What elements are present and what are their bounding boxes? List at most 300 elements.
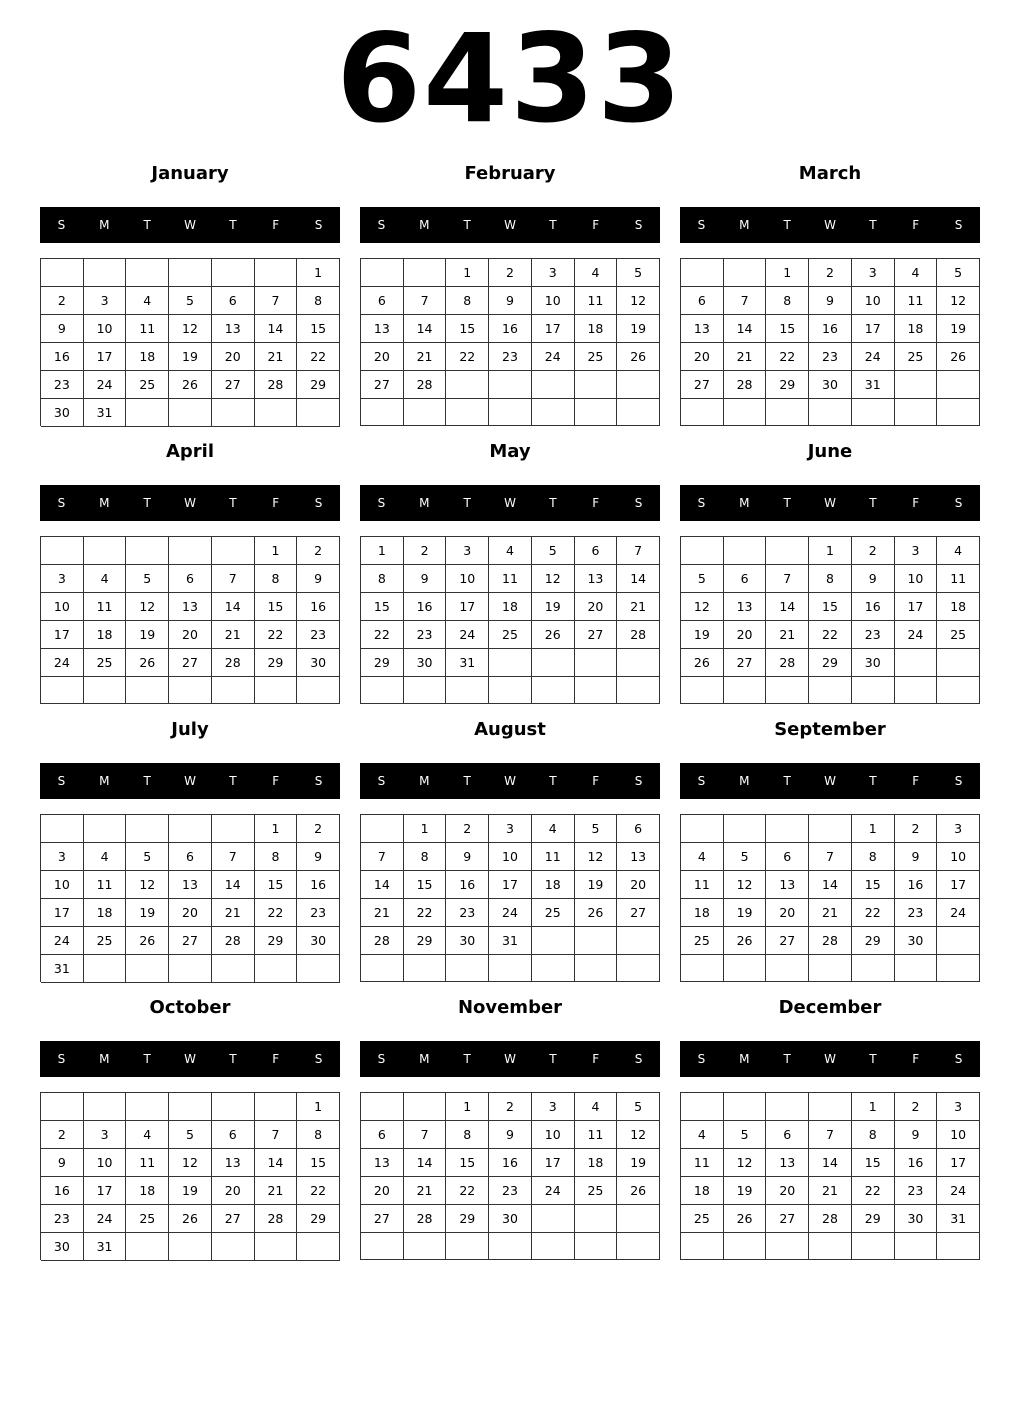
day-cell: 18: [575, 315, 618, 343]
day-cell: 23: [489, 343, 532, 371]
day-cell: 18: [681, 1177, 724, 1205]
day-cell: 23: [446, 899, 489, 927]
day-cell: [532, 1205, 575, 1233]
day-cell: [41, 537, 84, 565]
day-cell: 13: [766, 871, 809, 899]
day-cell: 20: [617, 871, 660, 899]
day-cell: 16: [297, 871, 340, 899]
day-cell: [766, 1233, 809, 1260]
day-cell: 19: [169, 1177, 212, 1205]
day-cell: 7: [255, 287, 298, 315]
day-cell: 12: [169, 1149, 212, 1177]
day-cell: 24: [84, 1205, 127, 1233]
day-cell: [809, 677, 852, 704]
weekday-label: T: [549, 218, 557, 232]
day-cell: [255, 677, 298, 704]
day-cell: 27: [575, 621, 618, 649]
day-cell: 28: [404, 371, 447, 399]
day-cell: [766, 537, 809, 565]
day-cell: 4: [126, 1121, 169, 1149]
day-cell: [255, 955, 298, 983]
day-cell: 9: [895, 843, 938, 871]
day-cell: 6: [575, 537, 618, 565]
day-grid: [680, 258, 980, 426]
day-cell: 25: [681, 927, 724, 955]
day-cell: [212, 815, 255, 843]
day-cell: 1: [852, 1093, 895, 1121]
weekday-label: M: [419, 496, 430, 510]
weekday-label: T: [463, 1052, 471, 1066]
day-cell: [532, 955, 575, 982]
day-cell: [361, 1093, 404, 1121]
day-grid: [680, 1092, 980, 1260]
day-cell: [126, 399, 169, 427]
day-cell: 29: [297, 371, 340, 399]
day-cell: 21: [255, 1177, 298, 1205]
day-cell: [255, 1093, 298, 1121]
day-cell: [489, 955, 532, 982]
day-cell: 8: [446, 287, 489, 315]
day-cell: 21: [766, 621, 809, 649]
day-cell: 6: [766, 843, 809, 871]
day-cell: 21: [255, 343, 298, 371]
day-cell: 3: [41, 843, 84, 871]
day-cell: 4: [575, 1093, 618, 1121]
day-cell: 19: [617, 315, 660, 343]
day-cell: 12: [126, 871, 169, 899]
day-cell: 5: [724, 1121, 767, 1149]
day-cell: 18: [126, 343, 169, 371]
weekday-label: M: [419, 218, 430, 232]
day-cell: [489, 677, 532, 704]
weekday-label: W: [504, 1052, 516, 1066]
day-cell: 17: [852, 315, 895, 343]
day-cell: [617, 1233, 660, 1260]
day-cell: 19: [126, 899, 169, 927]
day-cell: 10: [446, 565, 489, 593]
day-cell: 19: [681, 621, 724, 649]
day-cell: 12: [575, 843, 618, 871]
day-cell: 1: [255, 815, 298, 843]
day-cell: [212, 1233, 255, 1261]
day-cell: 13: [361, 1149, 404, 1177]
day-cell: 16: [489, 1149, 532, 1177]
day-cell: [937, 927, 980, 955]
day-cell: 10: [895, 565, 938, 593]
day-cell: [361, 399, 404, 426]
day-cell: 7: [809, 1121, 852, 1149]
weekday-label: T: [783, 218, 791, 232]
day-cell: [361, 1233, 404, 1260]
day-cell: [404, 677, 447, 704]
day-cell: 15: [809, 593, 852, 621]
day-cell: [766, 815, 809, 843]
weekday-label: M: [739, 496, 750, 510]
day-cell: [212, 677, 255, 704]
day-cell: 17: [532, 1149, 575, 1177]
day-cell: 20: [169, 899, 212, 927]
weekday-label: F: [272, 774, 280, 788]
day-cell: 16: [404, 593, 447, 621]
day-cell: [255, 399, 298, 427]
weekday-label: M: [739, 1052, 750, 1066]
day-cell: [766, 1093, 809, 1121]
day-cell: 7: [255, 1121, 298, 1149]
day-cell: 13: [169, 871, 212, 899]
day-cell: 28: [809, 927, 852, 955]
day-cell: 6: [681, 287, 724, 315]
month-name: September: [774, 719, 886, 740]
day-cell: 2: [895, 815, 938, 843]
day-cell: 8: [297, 287, 340, 315]
day-cell: 11: [681, 871, 724, 899]
day-cell: 3: [532, 1093, 575, 1121]
day-cell: [169, 537, 212, 565]
weekday-label: T: [869, 1052, 877, 1066]
day-cell: 17: [41, 621, 84, 649]
day-cell: 30: [895, 1205, 938, 1233]
day-cell: 27: [617, 899, 660, 927]
day-cell: [895, 677, 938, 704]
day-cell: 20: [575, 593, 618, 621]
day-cell: 31: [84, 399, 127, 427]
day-cell: 4: [489, 537, 532, 565]
day-cell: 12: [724, 1149, 767, 1177]
day-cell: 13: [766, 1149, 809, 1177]
day-cell: [255, 1233, 298, 1261]
day-cell: [404, 259, 447, 287]
day-cell: 1: [446, 1093, 489, 1121]
day-cell: 15: [255, 871, 298, 899]
day-cell: 30: [895, 927, 938, 955]
day-cell: [852, 399, 895, 426]
day-cell: 6: [361, 287, 404, 315]
day-cell: 21: [617, 593, 660, 621]
month-name: February: [464, 163, 556, 184]
weekday-label: S: [954, 218, 963, 232]
day-cell: 19: [617, 1149, 660, 1177]
day-cell: 22: [852, 899, 895, 927]
weekday-header: [680, 763, 980, 799]
day-cell: 22: [809, 621, 852, 649]
day-cell: 5: [169, 1121, 212, 1149]
day-cell: 30: [297, 927, 340, 955]
weekday-header: [360, 485, 660, 521]
day-cell: 13: [361, 315, 404, 343]
day-cell: 18: [937, 593, 980, 621]
day-cell: [809, 815, 852, 843]
day-cell: 2: [489, 259, 532, 287]
day-cell: 11: [681, 1149, 724, 1177]
day-cell: 8: [852, 1121, 895, 1149]
weekday-header: [680, 485, 980, 521]
day-cell: 1: [361, 537, 404, 565]
weekday-label: T: [463, 774, 471, 788]
day-cell: [809, 399, 852, 426]
day-cell: 17: [446, 593, 489, 621]
day-cell: 14: [212, 871, 255, 899]
day-cell: [724, 677, 767, 704]
day-cell: 30: [852, 649, 895, 677]
day-cell: [766, 677, 809, 704]
day-cell: 27: [361, 1205, 404, 1233]
day-cell: [84, 955, 127, 983]
day-cell: 3: [84, 1121, 127, 1149]
weekday-label: S: [314, 496, 323, 510]
day-cell: 17: [895, 593, 938, 621]
day-cell: 31: [489, 927, 532, 955]
day-cell: [532, 927, 575, 955]
day-cell: 8: [255, 565, 298, 593]
weekday-label: S: [314, 774, 323, 788]
day-cell: [895, 399, 938, 426]
weekday-label: M: [99, 496, 110, 510]
weekday-label: T: [549, 1052, 557, 1066]
day-grid: [680, 814, 980, 982]
day-cell: 28: [255, 1205, 298, 1233]
day-cell: 16: [809, 315, 852, 343]
day-cell: [617, 927, 660, 955]
day-cell: [41, 677, 84, 704]
day-cell: 13: [617, 843, 660, 871]
weekday-label: F: [272, 496, 280, 510]
day-cell: 15: [297, 1149, 340, 1177]
day-cell: 18: [895, 315, 938, 343]
day-cell: 26: [169, 1205, 212, 1233]
weekday-label: T: [143, 774, 151, 788]
weekday-label: T: [869, 218, 877, 232]
weekday-label: M: [739, 218, 750, 232]
day-cell: 26: [937, 343, 980, 371]
day-cell: [617, 955, 660, 982]
month-name: July: [171, 719, 209, 740]
weekday-label: T: [463, 496, 471, 510]
day-cell: [724, 1093, 767, 1121]
day-cell: 12: [532, 565, 575, 593]
day-cell: [126, 259, 169, 287]
weekday-label: T: [783, 1052, 791, 1066]
day-cell: 29: [255, 649, 298, 677]
weekday-label: S: [57, 1052, 66, 1066]
day-cell: 25: [126, 1205, 169, 1233]
day-cell: 19: [532, 593, 575, 621]
day-cell: 16: [852, 593, 895, 621]
month-name: December: [778, 997, 882, 1018]
day-cell: [255, 259, 298, 287]
day-cell: 5: [532, 537, 575, 565]
day-cell: [41, 815, 84, 843]
day-cell: 30: [446, 927, 489, 955]
day-cell: 30: [41, 1233, 84, 1261]
day-cell: [169, 1233, 212, 1261]
day-cell: [724, 955, 767, 982]
weekday-label: F: [592, 218, 600, 232]
day-cell: 31: [937, 1205, 980, 1233]
day-cell: [937, 955, 980, 982]
day-cell: 28: [212, 649, 255, 677]
day-cell: 23: [489, 1177, 532, 1205]
day-cell: [489, 399, 532, 426]
day-cell: 30: [41, 399, 84, 427]
day-cell: 13: [681, 315, 724, 343]
day-cell: 5: [724, 843, 767, 871]
day-cell: [84, 259, 127, 287]
weekday-label: M: [739, 774, 750, 788]
day-cell: 9: [489, 287, 532, 315]
weekday-header: [40, 485, 340, 521]
day-cell: [575, 677, 618, 704]
day-cell: 22: [255, 899, 298, 927]
day-cell: 9: [41, 1149, 84, 1177]
weekday-label: S: [57, 774, 66, 788]
day-cell: [575, 371, 618, 399]
day-cell: 8: [297, 1121, 340, 1149]
day-cell: 8: [404, 843, 447, 871]
day-cell: [575, 649, 618, 677]
day-cell: [681, 1093, 724, 1121]
day-cell: 18: [681, 899, 724, 927]
day-cell: [212, 537, 255, 565]
day-cell: [809, 1093, 852, 1121]
day-cell: 14: [255, 315, 298, 343]
day-cell: 25: [84, 649, 127, 677]
weekday-header: [40, 207, 340, 243]
day-cell: 5: [937, 259, 980, 287]
weekday-label: T: [463, 218, 471, 232]
day-cell: [681, 955, 724, 982]
weekday-label: T: [549, 496, 557, 510]
day-cell: [681, 537, 724, 565]
day-cell: 9: [446, 843, 489, 871]
day-cell: 9: [809, 287, 852, 315]
day-cell: 24: [937, 899, 980, 927]
day-cell: 2: [297, 537, 340, 565]
weekday-label: T: [783, 496, 791, 510]
day-grid: [360, 1092, 660, 1260]
day-cell: 18: [575, 1149, 618, 1177]
weekday-label: S: [377, 496, 386, 510]
day-cell: 7: [212, 843, 255, 871]
day-cell: 27: [169, 927, 212, 955]
day-cell: 6: [169, 565, 212, 593]
day-cell: 18: [84, 621, 127, 649]
weekday-label: M: [99, 774, 110, 788]
day-cell: 31: [446, 649, 489, 677]
day-cell: 11: [84, 593, 127, 621]
day-cell: 13: [212, 1149, 255, 1177]
day-cell: 23: [809, 343, 852, 371]
day-cell: 22: [297, 1177, 340, 1205]
day-cell: 9: [895, 1121, 938, 1149]
day-cell: 7: [404, 287, 447, 315]
day-cell: [446, 677, 489, 704]
day-grid: [40, 536, 340, 704]
weekday-label: T: [229, 1052, 237, 1066]
day-grid: [40, 1092, 340, 1260]
weekday-label: F: [912, 1052, 920, 1066]
weekday-label: T: [549, 774, 557, 788]
day-cell: 22: [361, 621, 404, 649]
day-cell: 19: [724, 899, 767, 927]
day-cell: 20: [766, 1177, 809, 1205]
day-cell: 6: [361, 1121, 404, 1149]
month-name: March: [798, 163, 862, 184]
day-cell: 27: [766, 1205, 809, 1233]
day-cell: 22: [852, 1177, 895, 1205]
weekday-label: W: [824, 218, 836, 232]
day-cell: [169, 1093, 212, 1121]
weekday-label: M: [99, 1052, 110, 1066]
day-cell: [724, 259, 767, 287]
day-cell: 3: [41, 565, 84, 593]
day-cell: 9: [41, 315, 84, 343]
day-cell: 25: [937, 621, 980, 649]
day-cell: 1: [852, 815, 895, 843]
day-cell: 13: [724, 593, 767, 621]
day-cell: 16: [297, 593, 340, 621]
day-cell: [895, 371, 938, 399]
day-cell: 2: [809, 259, 852, 287]
day-cell: 26: [575, 899, 618, 927]
day-cell: 27: [724, 649, 767, 677]
weekday-label: S: [377, 774, 386, 788]
day-cell: [126, 1233, 169, 1261]
day-cell: 15: [297, 315, 340, 343]
weekday-label: W: [824, 774, 836, 788]
weekday-label: W: [824, 1052, 836, 1066]
day-cell: 29: [852, 927, 895, 955]
day-cell: [532, 1233, 575, 1260]
day-cell: [212, 259, 255, 287]
day-cell: [532, 677, 575, 704]
day-cell: [446, 955, 489, 982]
day-cell: 17: [937, 871, 980, 899]
day-cell: [361, 955, 404, 982]
weekday-label: F: [592, 774, 600, 788]
day-cell: 22: [766, 343, 809, 371]
day-cell: 24: [895, 621, 938, 649]
day-cell: 18: [489, 593, 532, 621]
day-cell: 27: [361, 371, 404, 399]
day-cell: 23: [852, 621, 895, 649]
day-cell: 1: [255, 537, 298, 565]
day-cell: 3: [852, 259, 895, 287]
day-cell: 10: [532, 287, 575, 315]
day-cell: 15: [361, 593, 404, 621]
day-cell: [297, 955, 340, 983]
day-cell: [895, 649, 938, 677]
day-cell: [681, 1233, 724, 1260]
weekday-label: T: [229, 218, 237, 232]
day-cell: [126, 537, 169, 565]
day-cell: 11: [532, 843, 575, 871]
day-cell: [169, 677, 212, 704]
day-cell: 20: [212, 1177, 255, 1205]
day-cell: [724, 815, 767, 843]
day-cell: 23: [297, 621, 340, 649]
day-cell: 9: [297, 843, 340, 871]
day-cell: 11: [575, 1121, 618, 1149]
day-grid: [40, 258, 340, 426]
day-cell: [895, 1233, 938, 1260]
day-cell: [84, 537, 127, 565]
day-cell: [489, 649, 532, 677]
month-name: November: [457, 997, 563, 1018]
day-cell: 27: [212, 371, 255, 399]
day-cell: 4: [84, 565, 127, 593]
day-cell: 10: [41, 593, 84, 621]
weekday-label: M: [419, 1052, 430, 1066]
